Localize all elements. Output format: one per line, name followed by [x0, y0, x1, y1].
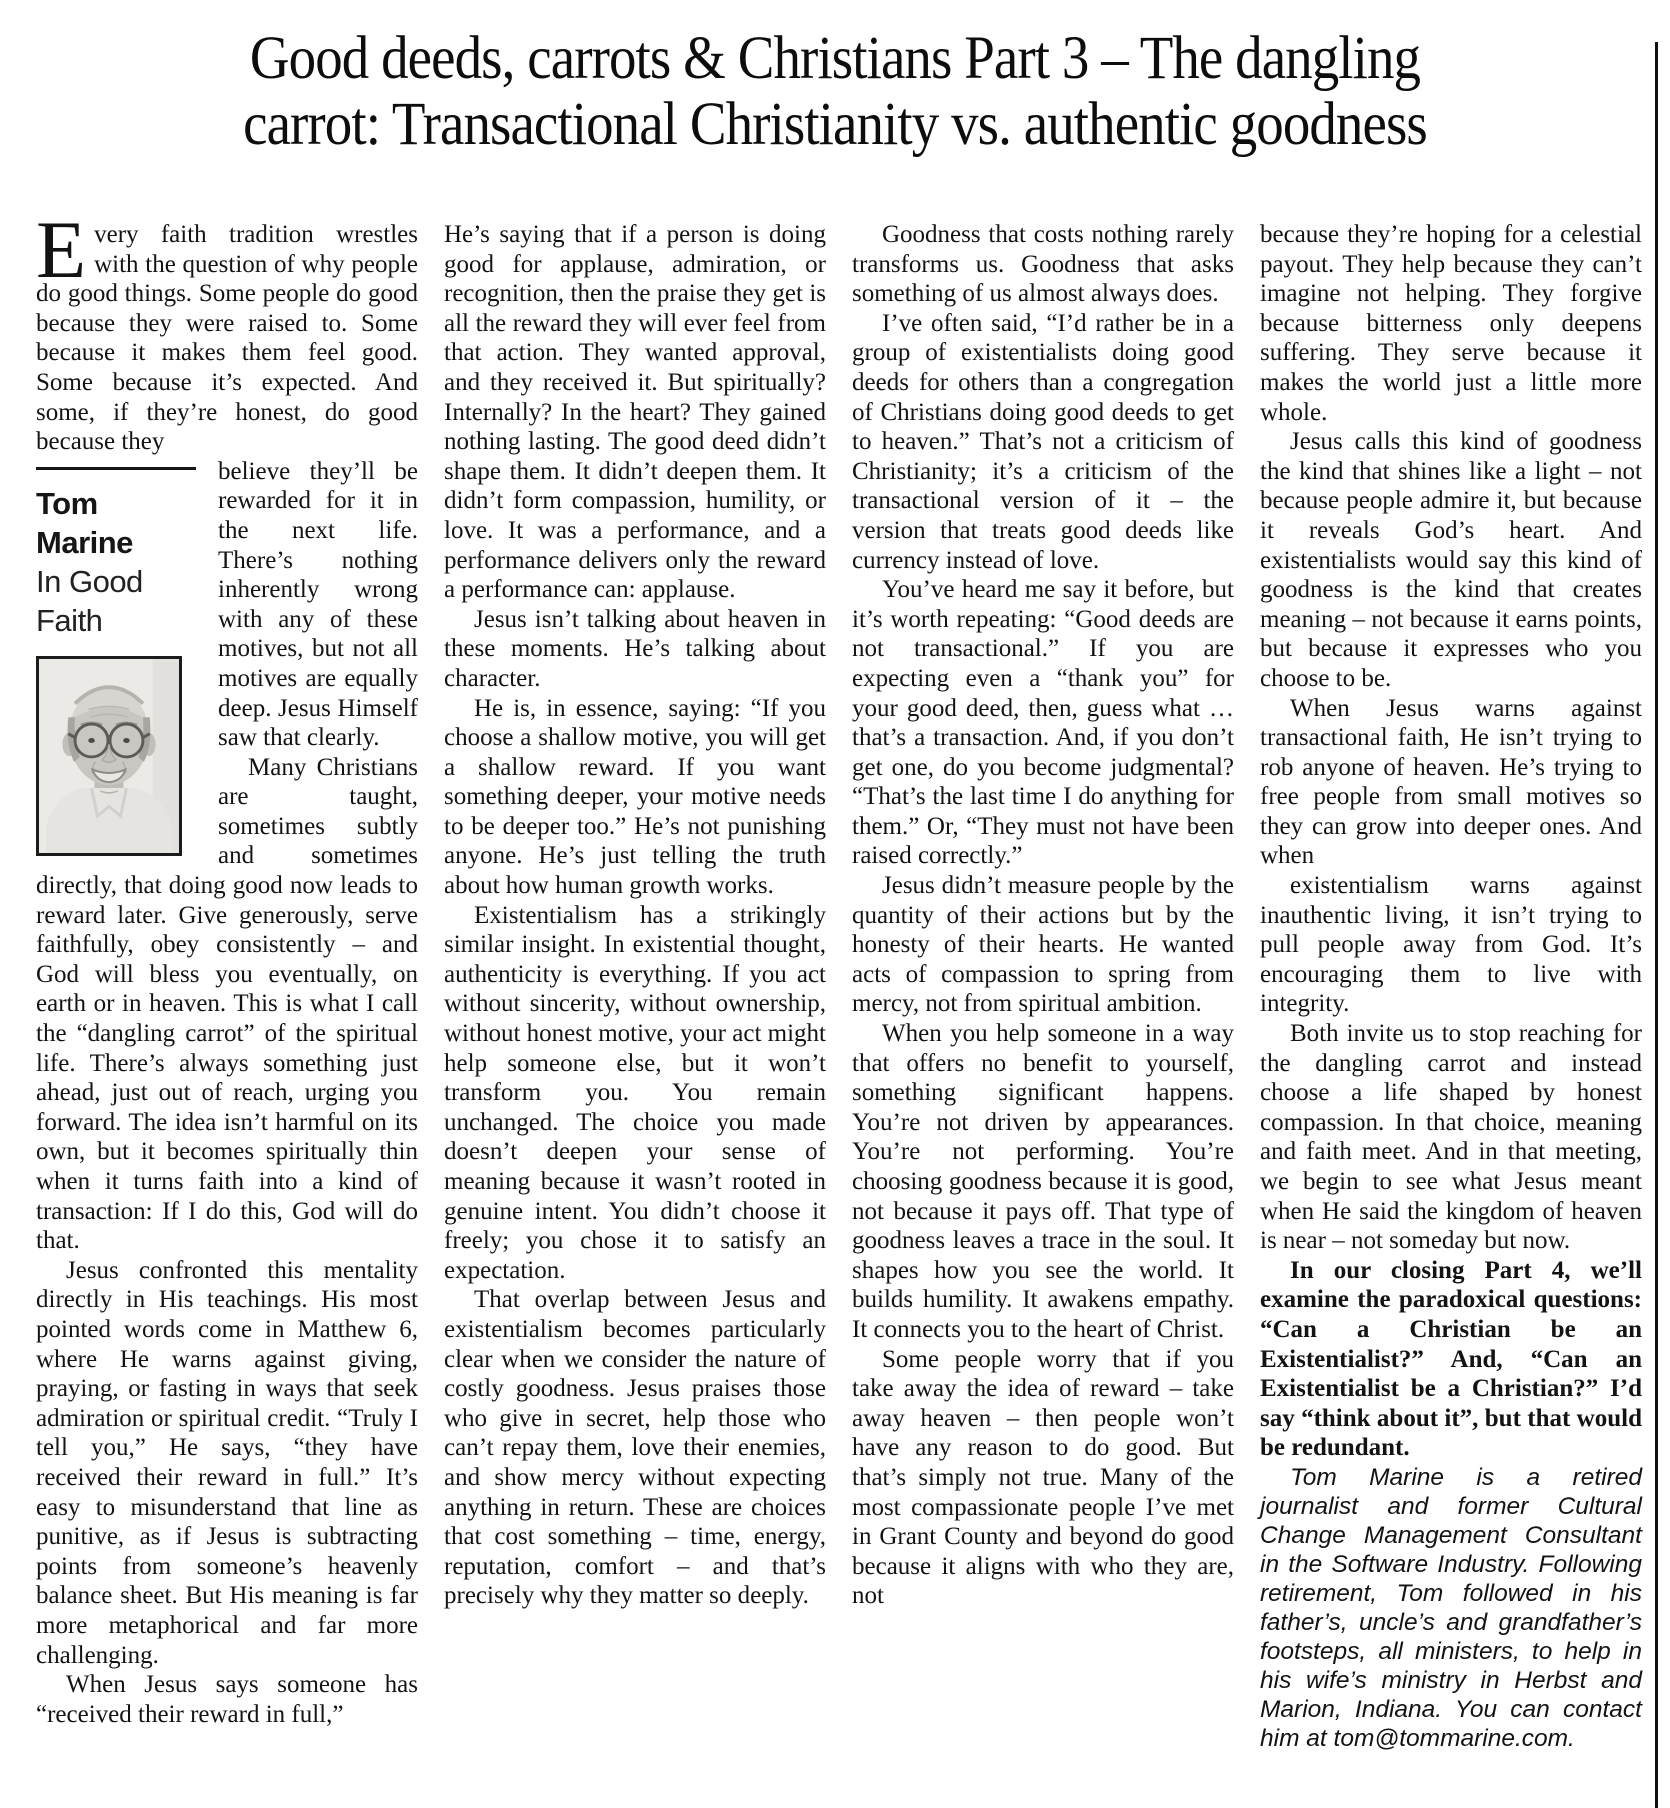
byline-name-line: Marine	[36, 524, 133, 560]
byline-title-line: In Good	[36, 563, 143, 599]
article-column-4	[1260, 220, 1642, 1753]
right-column-rule	[1655, 42, 1658, 1808]
paragraph: Jesus didn’t measure people by the quantity of their actions but by the honesty of their hearts. He wanted acts of compassion to spring from mercy, not from spiritual ambition.	[852, 872, 1234, 1018]
headline-line: carrot: Transactional Christianity vs. authentic goodness	[243, 91, 1427, 158]
paragraph: Many Christians are taught, sometimes subtly and sometimes directly, that doing good now leads to reward later. Give generously, serve faithfully, obey consistently – and God will bless you eventually, on earth or in heaven. This is what I call the “dangling carrot” of the spiritual life. There’s always something just ahead, just out of reach, urging you forward. The idea isn’t harmful on its own, but it becomes spiritually thin when it turns faith into a kind of transaction: If I do this, God will do that.	[36, 753, 418, 1255]
paragraph: Jesus confronted this mentality directly in His teachings. His most pointed words come in Matthew 6, where He warns against giving, praying, or fasting in ways that seek admiration or spiritual credit. “Truly I tell you,” He says, “they have received their reward in full.” It’s easy to misunderstand that line as punitive, as if Jesus is subtracting points from someone’s heavenly balance sheet. But His meaning is far more metaphorical and far more challenging.	[36, 1256, 418, 1669]
closing-teaser-paragraph: In our closing Part 4, we’ll examine the paradoxical questions: “Can a Christian be an Existentialist?” And, “Can an Existentialist be a Christian?” I’d say “think about it”, but that would be redundant.	[1260, 1256, 1642, 1462]
portrait-illustration	[39, 659, 179, 853]
byline-name-line: Tom	[36, 485, 98, 521]
paragraph: Existentialism has a strikingly similar insight. In existential thought, authenticity is everything. If you act without sincerity, without ownership, without honest motive, your act might help someone else, but it won’t transform you. You remain unchanged. The choice you made doesn’t deepen your sense of meaning because it wasn’t rooted in genuine intent. You didn’t choose it freely; you chose it to satisfy an expectation.	[444, 901, 826, 1284]
byline-column-title	[36, 562, 202, 640]
article-column-1	[36, 204, 418, 1729]
author-photo	[36, 656, 182, 856]
paragraph	[36, 204, 418, 457]
headline-line: Good deeds, carrots & Christians Part 3 – The dangling	[249, 25, 1421, 92]
paragraph: because they’re hoping for a celestial payout. They help because they can’t imagine not helping. They forgive because bitterness only deepens suffering. They serve because it makes the world just a little more whole.	[1260, 221, 1642, 426]
paragraph: That overlap between Jesus and existentialism becomes particularly clear when we consider the nature of costly goodness. Jesus praises those who give in secret, help those who can’t repay them, love their enemies, and show mercy without expecting anything in return. These are choices that cost something – time, energy, reputation, comfort – and that’s precisely why they matter so deeply.	[444, 1286, 826, 1610]
paragraph: believe they’ll be rewarded for it in the next life. There’s nothing inherently wrong with any of these motives, but not all motives are equally deep. Jesus Himself saw that clearly.	[218, 457, 418, 752]
paragraph: Jesus isn’t talking about heaven in these moments. He’s talking about character.	[444, 605, 826, 692]
paragraph: When you help someone in a way that offers no benefit to yourself, something significant happens. You’re not driven by appearances. You’re not performing. You’re choosing goodness because it is good, not because it pays off. That type of goodness leaves a trace in the soul. It shapes how you see the world. It builds humility. It awakens empathy. It connects you to the heart of Christ.	[852, 1020, 1234, 1343]
byline-divider	[36, 467, 196, 470]
paragraph: You’ve heard me say it before, but it’s worth repeating: “Good deeds are not transactional.” If you are expecting even a “thank you” for your good deed, then, guess what … that’s a transaction. And, if you don’t get one, do you become judgmental? “That’s the last time I do anything for them.” Or, “They must not have been raised correctly.”	[852, 576, 1234, 870]
drop-cap: E	[36, 204, 87, 295]
paragraph: Some people worry that if you take away the idea of reward – take away heaven – then people won’t have any reason to do good. But that’s simply not true. Many of the most compassionate people I’ve met in Grant County and beyond do good because it aligns with who they are, not	[852, 1345, 1234, 1610]
paragraph: Both invite us to stop reaching for the dangling carrot and instead choose a life shaped by honest compassion. In that choice, meaning and faith meet. And in that meeting, we begin to see what Jesus meant when He said the kingdom of heaven is near – not someday but now.	[1260, 1020, 1642, 1255]
article-column-3	[852, 220, 1234, 1611]
paragraph: Jesus calls this kind of goodness the kind that shines like a light – not because people admire it, but because it reveals God’s heart. And existentialists would say this kind of goodness is the kind that creates meaning – not because it earns points, but because it expresses who you choose to be.	[1260, 428, 1642, 692]
paragraph: I’ve often said, “I’d rather be in a group of existentialists doing good deeds for others than a congregation of Christians doing good deeds to get to heaven.” That’s not a criticism of Christianity; it’s a criticism of the transactional version of it – the version that treats good deeds like currency instead of love.	[852, 309, 1234, 574]
paragraph: He is, in essence, saying: “If you choose a shallow motive, you will get a shallow reward. If you want something deeper, your motive needs to be deeper too.” He’s not punishing anyone. He’s just telling the truth about how human growth works.	[444, 694, 826, 900]
paragraph: He’s saying that if a person is doing good for applause, admiration, or recognition, then the praise they get is all the reward they will ever feel from that action. They wanted approval, and they received it. But spiritually? Internally? In the heart? They gained nothing lasting. The good deed didn’t shape them. It didn’t deepen them. It didn’t form compassion, humility, or love. It was a performance, and a performance delivers only the reward a performance can: applause.	[444, 221, 826, 604]
paragraph: Goodness that costs nothing rarely transforms us. Goodness that asks something of us almost always does.	[852, 221, 1234, 308]
article-column-2	[444, 220, 826, 1611]
byline-author-name	[36, 484, 202, 562]
paragraph: When Jesus warns against transactional faith, He isn’t trying to rob anyone of heaven. He’s trying to free people from small motives so they can grow into deeper ones. And when	[1260, 694, 1642, 870]
byline-title-line: Faith	[36, 602, 103, 638]
paragraph-text: very faith tradition wrestles with the question of why people do good things. Some people do good because they were raised to. Some because it makes them feel good. Some because it’s expected. And some, if they’re honest, do good because they	[36, 221, 418, 456]
article-headline	[84, 26, 1587, 158]
paragraph: existentialism warns against inauthentic living, it isn’t trying to pull people away from God. It’s encouraging them to live with integrity.	[1260, 872, 1642, 1018]
paragraph: When Jesus says someone has “received their reward in full,”	[36, 1671, 418, 1728]
author-bio: Tom Marine is a retired journalist and former Cultural Change Management Consultant in the Software Industry. Following retirement, Tom followed in his father’s, uncle’s and grandfather’s footsteps, all ministers, to help in his wife’s ministry in Herbst and Marion, Indiana. You can contact him at tom@tommarine.com.	[1260, 1463, 1642, 1752]
byline-box	[36, 467, 202, 856]
